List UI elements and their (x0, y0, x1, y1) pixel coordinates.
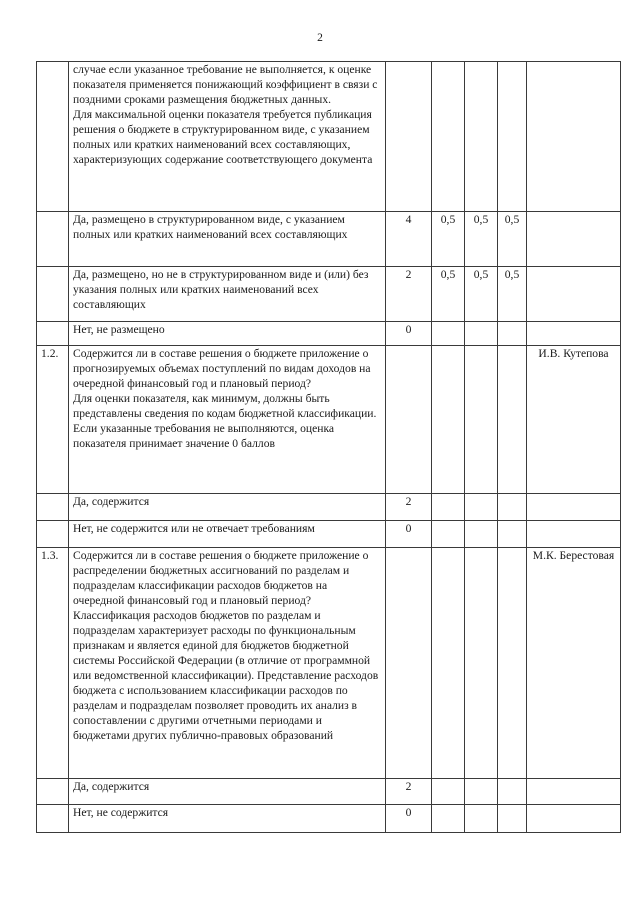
coef-cell-2 (465, 62, 498, 212)
coef-cell-3 (498, 805, 527, 833)
answer-option-text: Нет, не содержится или не отвечает требованиям (69, 521, 386, 548)
coef-cell-3 (498, 521, 527, 548)
table-row (37, 212, 621, 267)
responsible-person (527, 62, 621, 212)
item-number (37, 62, 69, 212)
score-cell: 0 (386, 805, 432, 833)
score-cell (386, 346, 432, 494)
coef-cell-2 (465, 521, 498, 548)
coef-cell-3: 0,5 (498, 267, 527, 322)
coef-cell-1 (432, 779, 465, 805)
coef-cell-1: 0,5 (432, 267, 465, 322)
responsible-person (527, 494, 621, 521)
table-row (37, 521, 621, 548)
table-row (37, 548, 621, 779)
criterion-text: Содержится ли в составе решения о бюджете приложение о распределении бюджетных ассигнований по разделам и подразделам классификации расходов бюджетов на очередной финансовый год и плановый период? Классификация расходов бюджетов по разделам и подразделам характеризует расходы по функциональным признакам и является единой для бюджетов бюджетной системы Российской Федерации (в отличие от программной или ведомственной классификации). Представление расходов бюджета с использованием классификации расходов по разделам и подразделам позволяет проводить их анализ в сопоставлении с другими отчетными периодами и бюджетами других публично-правовых образований (69, 548, 386, 779)
table-row (37, 494, 621, 521)
answer-option-text: Нет, не размещено (69, 322, 386, 346)
score-cell: 4 (386, 212, 432, 267)
coef-cell-3: 0,5 (498, 212, 527, 267)
coef-cell-3 (498, 346, 527, 494)
responsible-person (527, 267, 621, 322)
score-cell: 2 (386, 494, 432, 521)
answer-option-text: Нет, не содержится (69, 805, 386, 833)
coef-cell-2 (465, 779, 498, 805)
coef-cell-3 (498, 322, 527, 346)
item-number (37, 521, 69, 548)
responsible-person (527, 322, 621, 346)
criteria-table (36, 61, 621, 833)
table-row (37, 62, 621, 212)
score-cell: 0 (386, 322, 432, 346)
item-number: 1.2. (37, 346, 69, 494)
coef-cell-3 (498, 779, 527, 805)
coef-cell-1 (432, 521, 465, 548)
coef-cell-1 (432, 494, 465, 521)
item-number (37, 779, 69, 805)
responsible-person (527, 521, 621, 548)
responsible-person (527, 805, 621, 833)
coef-cell-3 (498, 62, 527, 212)
answer-option-text: Да, размещено в структурированном виде, с указанием полных или кратких наименований всех составляющих (69, 212, 386, 267)
coef-cell-2 (465, 346, 498, 494)
coef-cell-2 (465, 805, 498, 833)
criterion-text: Содержится ли в составе решения о бюджете приложение о прогнозируемых объемах поступлений по видам доходов на очередной финансовый год и плановый период? Для оценки показателя, как минимум, должны быть представлены сведения по кодам бюджетной классификации. Если указанные требования не выполняются, оценка показателя принимает значение 0 баллов (69, 346, 386, 494)
item-number (37, 494, 69, 521)
score-cell (386, 548, 432, 779)
answer-option-text: Да, содержится (69, 779, 386, 805)
criterion-text: случае если указанное требование не выполняется, к оценке показателя применяется понижающий коэффициент в связи с поздними сроками размещения бюджетных данных. Для максимальной оценки показателя требуется публикация решения о бюджете в структурированном виде, с указанием полных или кратких наименований всех составляющих, характеризующих содержание соответствующего документа (69, 62, 386, 212)
item-number (37, 212, 69, 267)
item-number (37, 322, 69, 346)
table-row (37, 805, 621, 833)
score-cell (386, 62, 432, 212)
coef-cell-1 (432, 322, 465, 346)
table-row (37, 322, 621, 346)
responsible-person (527, 212, 621, 267)
coef-cell-1 (432, 548, 465, 779)
coef-cell-1: 0,5 (432, 212, 465, 267)
answer-option-text: Да, содержится (69, 494, 386, 521)
coef-cell-2 (465, 322, 498, 346)
responsible-person: М.К. Берестовая (527, 548, 621, 779)
table-row (37, 779, 621, 805)
table-row (37, 267, 621, 322)
responsible-person (527, 779, 621, 805)
responsible-person: И.В. Кутепова (527, 346, 621, 494)
table-row (37, 346, 621, 494)
coef-cell-1 (432, 62, 465, 212)
coef-cell-3 (498, 548, 527, 779)
item-number (37, 805, 69, 833)
coef-cell-3 (498, 494, 527, 521)
score-cell: 2 (386, 779, 432, 805)
coef-cell-2 (465, 494, 498, 521)
coef-cell-2: 0,5 (465, 267, 498, 322)
score-cell: 0 (386, 521, 432, 548)
page-number: 2 (317, 32, 323, 44)
answer-option-text: Да, размещено, но не в структурированном виде и (или) без указания полных или кратких наименований всех составляющих (69, 267, 386, 322)
item-number: 1.3. (37, 548, 69, 779)
item-number (37, 267, 69, 322)
coef-cell-1 (432, 346, 465, 494)
coef-cell-2: 0,5 (465, 212, 498, 267)
score-cell: 2 (386, 267, 432, 322)
coef-cell-2 (465, 548, 498, 779)
coef-cell-1 (432, 805, 465, 833)
